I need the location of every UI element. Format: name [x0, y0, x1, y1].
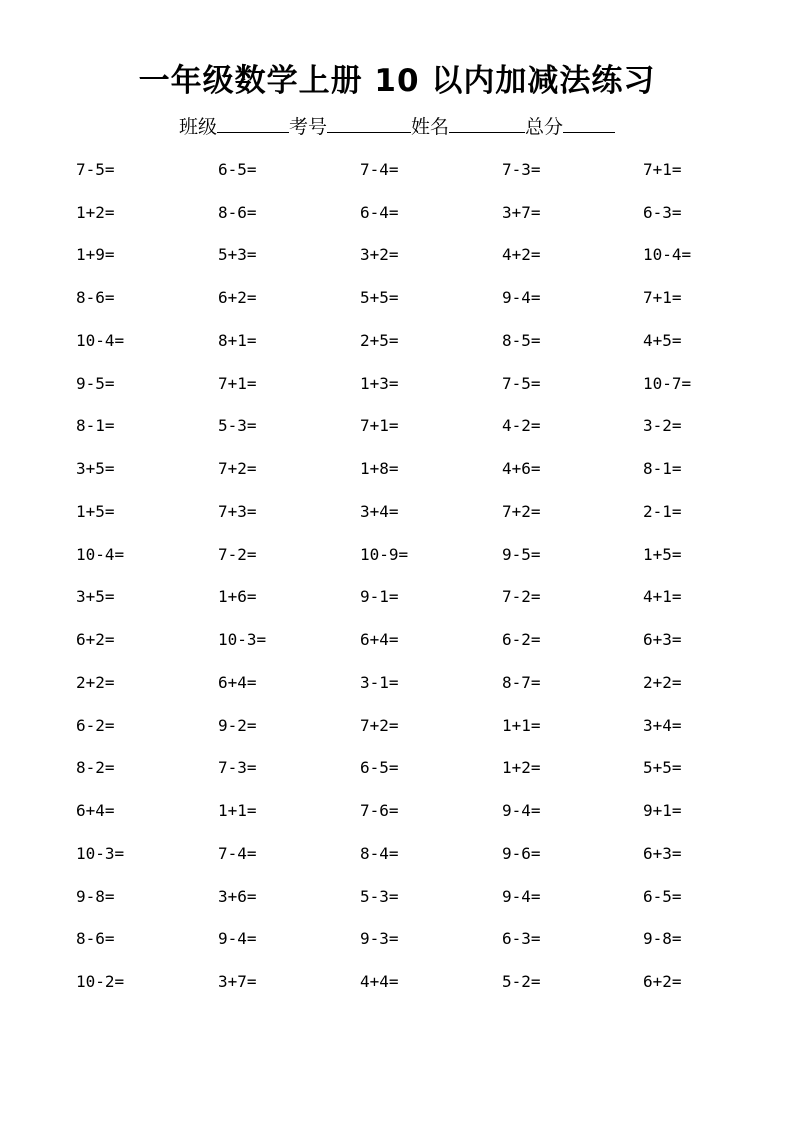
math-problem: 10-3=	[76, 843, 125, 863]
math-problem: 7-3=	[218, 758, 257, 778]
math-problem: 4+6=	[502, 459, 541, 479]
math-problem: 6-5=	[218, 159, 257, 179]
score-label: 总分	[525, 116, 564, 138]
math-problem: 7+1=	[360, 416, 399, 436]
math-problem: 6+2=	[218, 288, 257, 308]
math-problem: 6+3=	[643, 843, 682, 863]
name-blank[interactable]	[449, 110, 525, 133]
math-problem: 9-4=	[502, 288, 541, 308]
class-label: 班级	[178, 116, 217, 138]
math-problem: 3-1=	[360, 672, 399, 692]
math-problem: 3+5=	[76, 459, 115, 479]
math-problem: 5+3=	[218, 245, 257, 265]
math-problem: 2-1=	[643, 501, 682, 521]
math-problem: 2+2=	[76, 672, 115, 692]
math-problem: 9-5=	[76, 373, 115, 393]
math-problem: 7+2=	[502, 501, 541, 521]
math-problem: 1+2=	[76, 202, 115, 222]
math-problem: 10-3=	[218, 630, 267, 650]
math-problem: 8-1=	[76, 416, 115, 436]
math-problem: 6-5=	[643, 886, 682, 906]
math-problem: 7-4=	[218, 843, 257, 863]
exam-no-label: 考号	[288, 116, 327, 138]
exam-no-blank[interactable]	[327, 110, 411, 133]
math-problem: 7+1=	[643, 159, 682, 179]
math-problem: 5-2=	[502, 972, 541, 992]
math-problem: 9-4=	[502, 801, 541, 821]
math-problem: 8-7=	[502, 672, 541, 692]
score-blank[interactable]	[563, 110, 615, 133]
math-problem: 7+2=	[218, 459, 257, 479]
math-problem: 7+1=	[643, 288, 682, 308]
math-problem: 1+5=	[643, 544, 682, 564]
math-problem: 8-4=	[360, 843, 399, 863]
math-problem: 8-6=	[76, 929, 115, 949]
math-problem: 8-5=	[502, 330, 541, 350]
math-problem: 1+9=	[76, 245, 115, 265]
math-problem: 9+1=	[643, 801, 682, 821]
problem-grid	[76, 148, 743, 1003]
math-problem: 1+2=	[502, 758, 541, 778]
math-problem: 1+5=	[76, 501, 115, 521]
math-problem: 6+3=	[643, 630, 682, 650]
math-problem: 9-1=	[360, 587, 399, 607]
math-problem: 4+1=	[643, 587, 682, 607]
math-problem: 2+2=	[643, 672, 682, 692]
math-problem: 10-4=	[76, 544, 125, 564]
math-problem: 6+4=	[76, 801, 115, 821]
class-blank[interactable]	[217, 110, 289, 133]
math-problem: 6-4=	[360, 202, 399, 222]
math-problem: 7-2=	[218, 544, 257, 564]
math-problem: 7+2=	[360, 715, 399, 735]
math-problem: 9-2=	[218, 715, 257, 735]
math-problem: 9-5=	[502, 544, 541, 564]
math-problem: 3+7=	[218, 972, 257, 992]
math-problem: 9-4=	[502, 886, 541, 906]
math-problem: 3+4=	[360, 501, 399, 521]
math-problem: 6-2=	[502, 630, 541, 650]
math-problem: 4-2=	[502, 416, 541, 436]
name-label: 姓名	[411, 116, 450, 138]
math-problem: 4+5=	[643, 330, 682, 350]
math-problem: 10-4=	[643, 245, 692, 265]
math-problem: 1+1=	[502, 715, 541, 735]
math-problem: 9-6=	[502, 843, 541, 863]
math-problem: 5-3=	[218, 416, 257, 436]
math-problem: 9-8=	[643, 929, 682, 949]
math-problem: 7-3=	[502, 159, 541, 179]
math-problem: 6+2=	[643, 972, 682, 992]
math-problem: 3+7=	[502, 202, 541, 222]
math-problem: 9-4=	[218, 929, 257, 949]
worksheet-title: 一年级数学上册 10 以内加减法练习	[138, 63, 656, 99]
math-problem: 10-4=	[76, 330, 125, 350]
math-problem: 7+1=	[218, 373, 257, 393]
math-problem: 4+2=	[502, 245, 541, 265]
math-problem: 5+5=	[360, 288, 399, 308]
math-problem: 6-2=	[76, 715, 115, 735]
math-problem: 8-6=	[76, 288, 115, 308]
math-problem: 8+1=	[218, 330, 257, 350]
math-problem: 7+3=	[218, 501, 257, 521]
math-problem: 1+1=	[218, 801, 257, 821]
math-problem: 3+5=	[76, 587, 115, 607]
math-problem: 6+4=	[218, 672, 257, 692]
math-problem: 10-2=	[76, 972, 125, 992]
math-problem: 7-6=	[360, 801, 399, 821]
math-problem: 7-5=	[76, 159, 115, 179]
math-problem: 6-3=	[643, 202, 682, 222]
math-problem: 7-2=	[502, 587, 541, 607]
math-problem: 5+5=	[643, 758, 682, 778]
math-problem: 8-1=	[643, 459, 682, 479]
math-problem: 6+4=	[360, 630, 399, 650]
math-problem: 3+2=	[360, 245, 399, 265]
math-problem: 9-3=	[360, 929, 399, 949]
math-problem: 6+2=	[76, 630, 115, 650]
math-problem: 4+4=	[360, 972, 399, 992]
math-problem: 2+5=	[360, 330, 399, 350]
math-problem: 3-2=	[643, 416, 682, 436]
math-problem: 9-8=	[76, 886, 115, 906]
math-problem: 6-5=	[360, 758, 399, 778]
math-problem: 1+3=	[360, 373, 399, 393]
math-problem: 1+8=	[360, 459, 399, 479]
math-problem: 5-3=	[360, 886, 399, 906]
student-info-line	[0, 110, 794, 141]
math-problem: 10-9=	[360, 544, 409, 564]
math-problem: 7-5=	[502, 373, 541, 393]
math-problem: 10-7=	[643, 373, 692, 393]
math-problem: 7-4=	[360, 159, 399, 179]
math-problem: 1+6=	[218, 587, 257, 607]
math-problem: 3+4=	[643, 715, 682, 735]
math-problem: 6-3=	[502, 929, 541, 949]
math-problem: 3+6=	[218, 886, 257, 906]
math-problem: 8-2=	[76, 758, 115, 778]
math-problem: 8-6=	[218, 202, 257, 222]
